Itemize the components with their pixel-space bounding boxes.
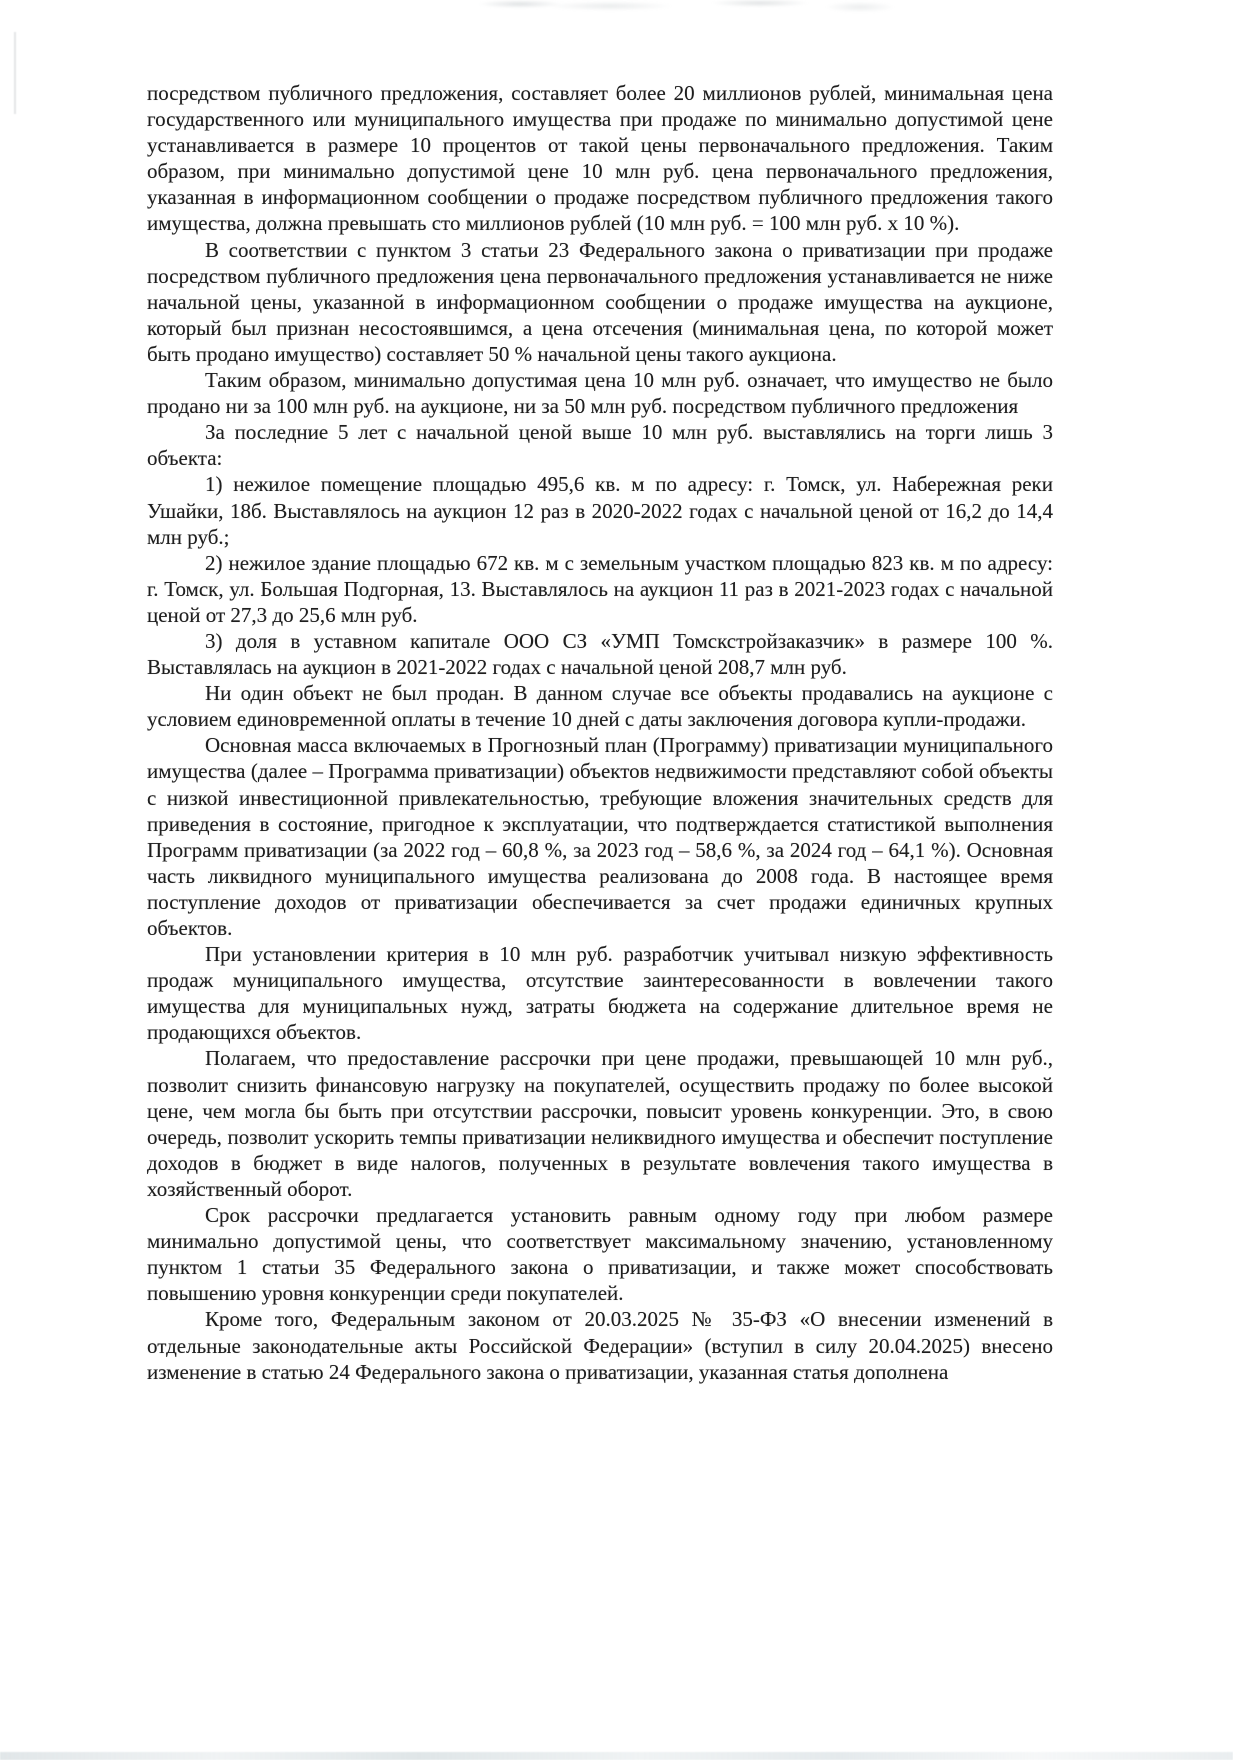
paragraph-list-item-2: 2) нежилое здание площадью 672 кв. м с земельным участком площадью 823 кв. м по адресу: г. Томск, ул. Большая Подгорная, 13. Выставлялось на аукцион 11 раз в 2021-2023 годах с начальной ценой от 27,3 до 25,6 млн руб. bbox=[147, 550, 1053, 627]
paragraph: Срок рассрочки предлагается установить равным одному году при любом размере минимально допустимой цены, что соответствует максимальному значению, установленному пунктом 1 статьи 35 Федерального закона о приватизации, и также может способствовать повышению уровня конкуренции среди покупателей. bbox=[147, 1203, 1053, 1306]
paragraph: В соответствии с пунктом 3 статьи 23 Федерального закона о приватизации при продаже посредством публичного предложения цена первоначального предложения устанавливается не ниже начальной цены, указанной в информационном сообщении о продаже имущества на аукционе, который был признан несостоявшимся, а цена отсечения (минимальная цена, по которой может быть продано имущество) составляет 50 % начальной цены такого аукциона. bbox=[147, 237, 1053, 366]
paragraph-list-item-3: 3) доля в уставном капитале ООО СЗ «УМП Томскстройзаказчик» в размере 100 %. Выставлялась на аукцион в 2021-2022 годах с начальной ценой 208,7 млн руб. bbox=[147, 628, 1053, 680]
scan-noise-bottom-band bbox=[0, 1752, 1233, 1760]
document-body-text bbox=[147, 80, 1053, 1385]
paragraph: Ни один объект не был продан. В данном случае все объекты продавались на аукционе с условием единовременной оплаты в течение 10 дней с даты заключения договора купли-продажи. bbox=[147, 681, 1053, 732]
paragraph: Таким образом, минимально допустимая цена 10 млн руб. означает, что имущество не было продано ни за 100 млн руб. на аукционе, ни за 50 млн руб. посредством публичного предложения bbox=[147, 368, 1053, 419]
paragraph: Полагаем, что предоставление рассрочки при цене продажи, превышающей 10 млн руб., позволит снизить финансовую нагрузку на покупателей, осуществить продажу по более высокой цене, чем могла бы быть при отсутствии рассрочки, повысит уровень конкуренции. Это, в свою очередь, позволит ускорить темпы приватизации неликвидного имущества и обеспечит поступление доходов в бюджет в виде налогов, полученных в результате вовлечения такого имущества в хозяйственный оборот. bbox=[147, 1046, 1053, 1201]
paragraph-list-item-1: 1) нежилое помещение площадью 495,6 кв. м по адресу: г. Томск, ул. Набережная реки Ушайки, 18б. Выставлялось на аукцион 12 раз в 2020-2022 годах с начальной ценой от 16,2 до 14,4 млн руб.; bbox=[147, 472, 1053, 549]
scan-noise-top bbox=[430, 0, 910, 14]
paragraph: Основная масса включаемых в Прогнозный план (Программу) приватизации муниципального имущества (далее – Программа приватизации) объектов недвижимости представляют собой объекты с низкой инвестиционной привлекательностью, требующие вложения значительных средств для приведения в состояние, пригодное к эксплуатации, что подтверждается статистикой выполнения Программ приватизации (за 2022 год – 60,8 %, за 2023 год – 58,6 %, за 2024 год – 64,1 %). Основная часть ликвидного муниципального имущества реализована до 2008 года. В настоящее время поступление доходов от приватизации обеспечивается за счет продажи единичных крупных объектов. bbox=[147, 733, 1053, 940]
paragraph: При установлении критерия в 10 млн руб. разработчик учитывал низкую эффективность продаж муниципального имущества, отсутствие заинтересованности в вовлечении такого имущества для муниципальных нужд, затраты бюджета на содержание длительное время не продающихся объектов. bbox=[147, 942, 1053, 1045]
paragraph: Кроме того, Федеральным законом от 20.03.2025 № 35-ФЗ «О внесении изменений в отдельные законодательные акты Российской Федерации» (вступил в силу 20.04.2025) внесено изменение в статью 24 Федерального закона о приватизации, указанная статья дополнена bbox=[147, 1307, 1053, 1384]
paragraph-continuation: посредством публичного предложения, составляет более 20 миллионов рублей, минимальная цена государственного или муниципального имущества при продаже по минимально допустимой цене устанавливается в размере 10 процентов от такой цены первоначального предложения. Таким образом, при минимально допустимой цене 10 млн руб. цена первоначального предложения, указанная в информационном сообщении о продаже посредством публичного предложения такого имущества, должна превышать сто миллионов рублей (10 млн руб. = 100 млн руб. х 10 %). bbox=[147, 81, 1053, 236]
paragraph: За последние 5 лет с начальной ценой выше 10 млн руб. выставлялись на торги лишь 3 объекта: bbox=[147, 420, 1053, 471]
scan-noise-left-edge bbox=[14, 32, 16, 114]
